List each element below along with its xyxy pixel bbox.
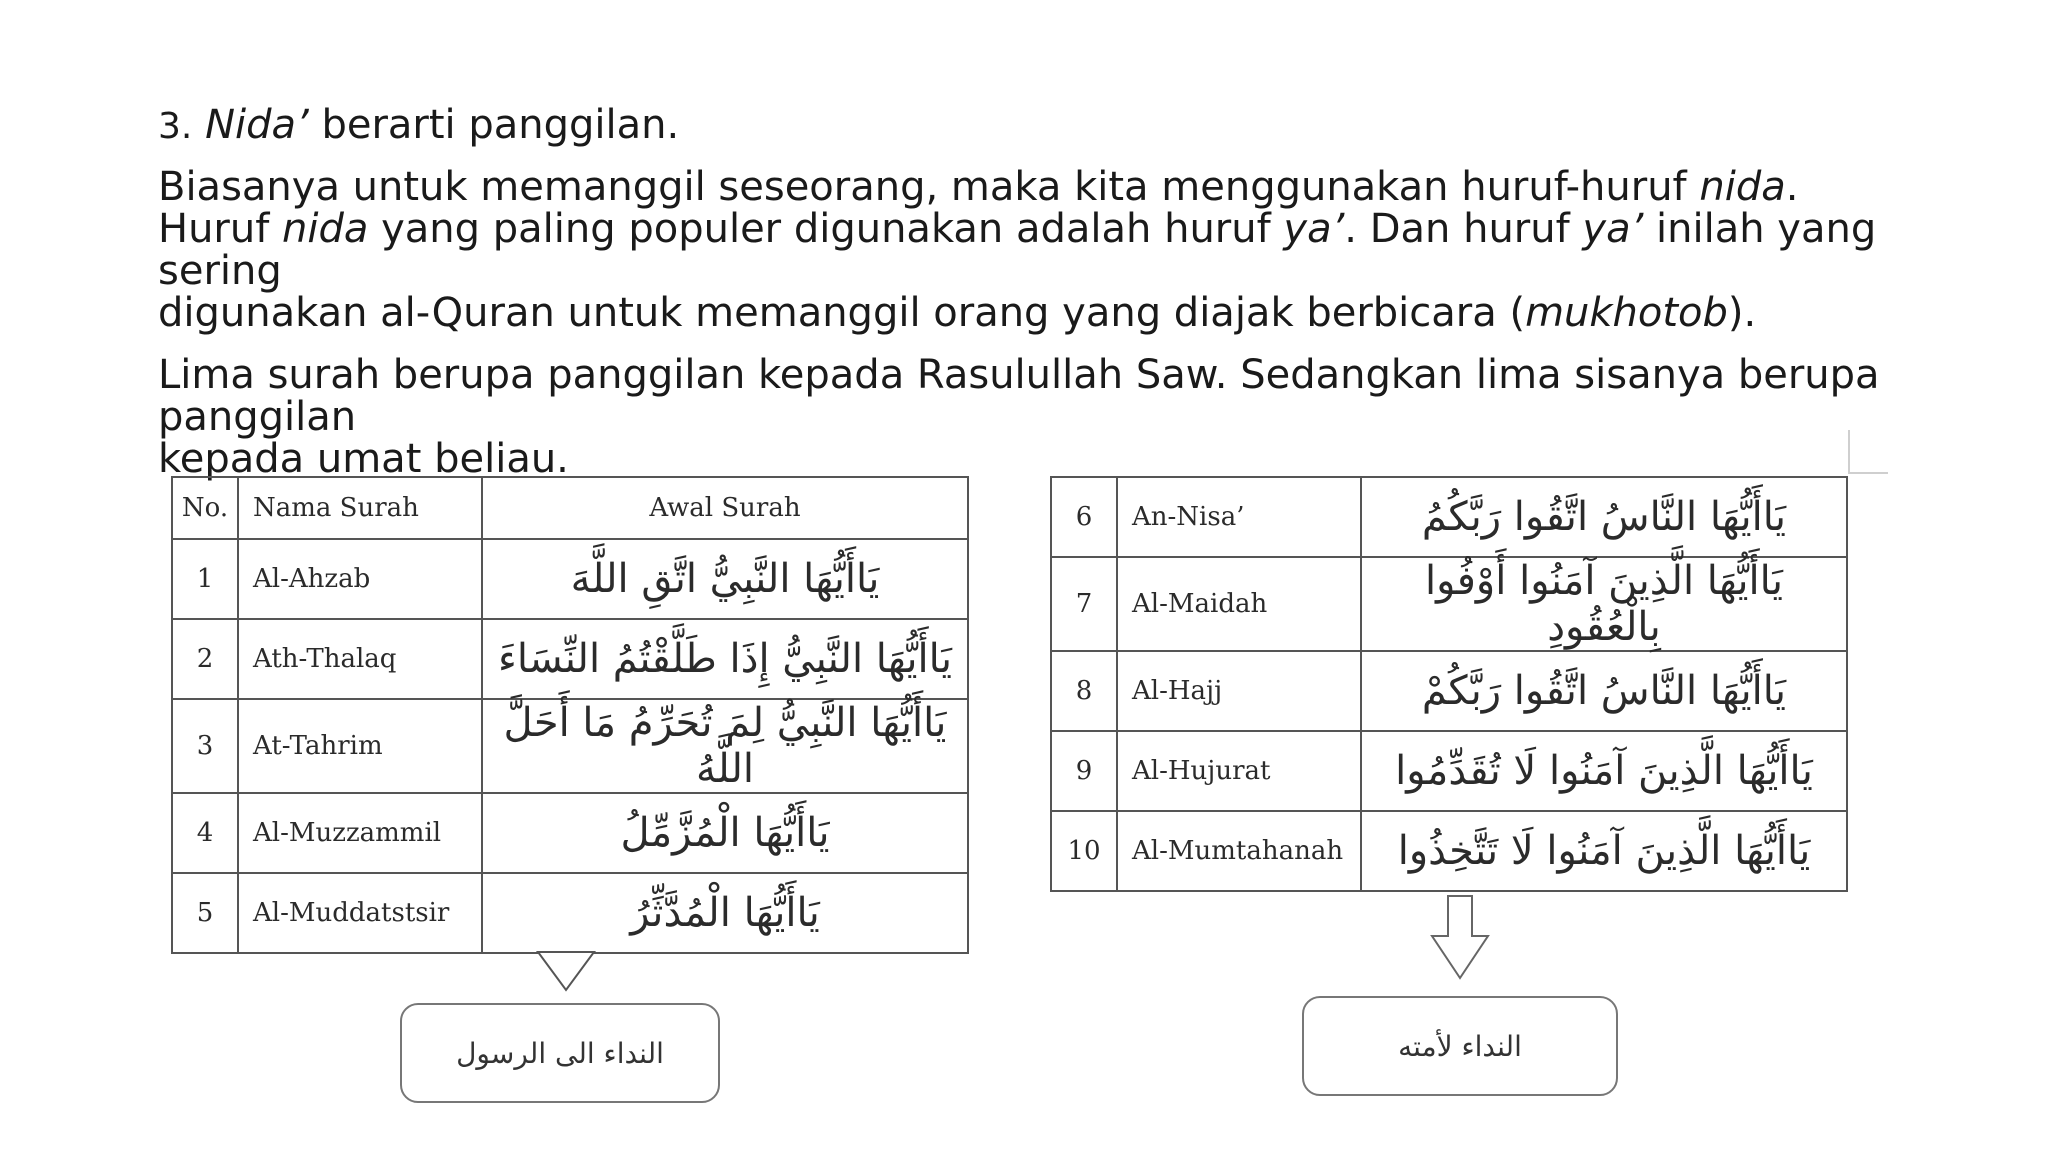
- definition-text: berarti panggilan.: [308, 102, 680, 148]
- explanation-paragraph: Biasanya untuk memanggil seseorang, maka kita menggunakan huruf-huruf nida. Huruf nida yang paling populer digunakan adalah huruf ya’. Dan huruf ya’ inilah yang sering digunakan al-Quran untuk memanggil orang yang diajak berbicara (mukhotob).: [158, 164, 1877, 336]
- point-3: [158, 104, 1938, 148]
- table-row: 4 Al-Muzzammil يَاأَيُّهَا الْمُزَّمِّلُ: [172, 793, 968, 873]
- table-row: 2 Ath-Thalaq يَاأَيُّهَا النَّبِيُّ إِذَا طَلَّقْتُمُ النِّسَاءَ: [172, 619, 968, 699]
- slide-text: [158, 104, 1938, 480]
- table-header-row: [172, 477, 968, 539]
- header-no: No.: [172, 477, 238, 539]
- header-nama-surah: Nama Surah: [238, 477, 482, 539]
- term-nida: Nida’: [205, 102, 309, 148]
- triangle-arrow-icon: [536, 950, 596, 992]
- table-row: 8 Al-Hajj يَاأَيُّهَا النَّاسُ اتَّقُوا رَبَّكُمْ: [1051, 651, 1847, 731]
- table-row: 3 At-Tahrim يَاأَيُّهَا النَّبِيُّ لِمَ تُحَرِّمُ مَا أَحَلَّ اللَّهُ: [172, 699, 968, 793]
- table-row: 5 Al-Muddatstsir يَاأَيُّهَا الْمُدَّثِّرُ: [172, 873, 968, 953]
- table-row: 10 Al-Mumtahanah يَاأَيُّهَا الَّذِينَ آمَنُوا لَا تَتَّخِذُوا: [1051, 811, 1847, 891]
- header-awal-surah: Awal Surah: [482, 477, 968, 539]
- decorative-line: [1848, 430, 1850, 474]
- table-row: 1 Al-Ahzab يَاأَيُّهَا النَّبِيُّ اتَّقِ اللَّهَ: [172, 539, 968, 619]
- list-number: 3.: [158, 106, 193, 147]
- table-surah-umat: [1050, 476, 1848, 892]
- table-row: 9 Al-Hujurat يَاأَيُّهَا الَّذِينَ آمَنُوا لَا تُقَدِّمُوا: [1051, 731, 1847, 811]
- decorative-line: [1848, 472, 1888, 474]
- summary-paragraph: Lima surah berupa panggilan kepada Rasulullah Saw. Sedangkan lima sisanya berupa panggilan kepada umat beliau.: [158, 352, 1880, 482]
- table-row: 6 An-Nisa’ يَاأَيُّهَا النَّاسُ اتَّقُوا رَبَّكُمُ: [1051, 477, 1847, 557]
- table-row: 7 Al-Maidah يَاأَيُّهَا الَّذِينَ آمَنُوا أَوْفُوا بِالْعُقُودِ: [1051, 557, 1847, 651]
- label-nida-umat: النداء لأمته: [1302, 996, 1618, 1096]
- table-surah-rasul: [171, 476, 969, 954]
- down-arrow-icon: [1430, 894, 1490, 980]
- label-nida-rasul: النداء الى الرسول: [400, 1003, 720, 1103]
